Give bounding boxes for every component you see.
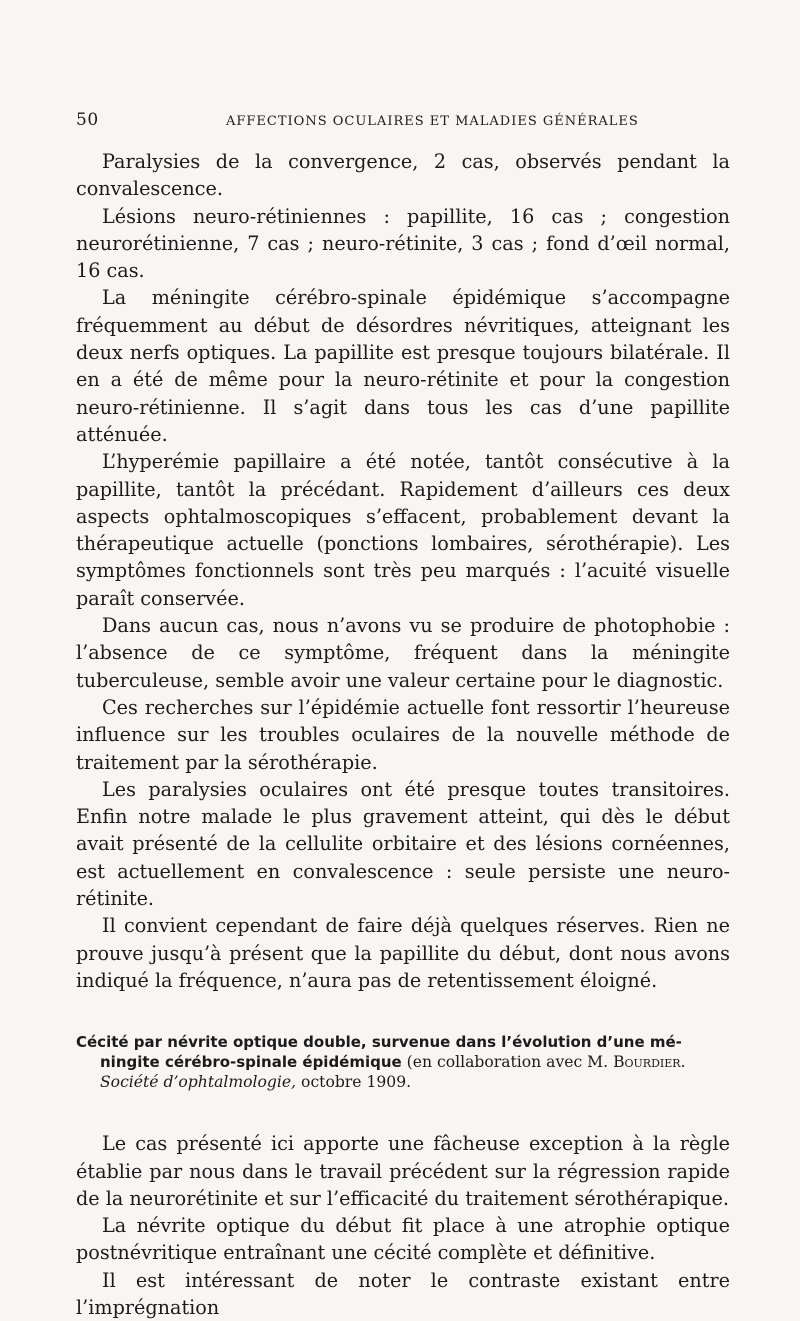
paragraph: La méningite cérébro-spinale épidémique s’accompagne fréquemment au début de désordres névritiques, atteignant les deux nerfs optiques. La papillite est presque toujours bilatérale. Il en a été de même pour la neuro-rétinite et pour la congestion neuro-rétinienne. Il s’agit dans tous les cas d’une papillite atténuée. <box>76 286 730 446</box>
page-number: 50 <box>76 110 99 130</box>
paragraph: Lésions neuro-rétiniennes : papillite, 16 cas ; congestion neurorétinienne, 7 cas ; neuro-rétinite, 3 cas ; fond d’œil normal, 16 cas. <box>76 204 730 283</box>
paragraph: Il convient cependant de faire déjà quelques réserves. Rien ne prouve jusqu’à présent que la papillite du début, dont nous avons indiqué la fréquence, n’aura pas de retentissement éloigné. <box>76 914 730 992</box>
running-title: AFFECTIONS OCULAIRES ET MALADIES GÉNÉRALES <box>226 114 639 129</box>
page <box>76 110 730 1321</box>
paragraph: Le cas présenté ici apporte une fâcheuse exception à la règle établie par nous dans le travail précédent sur la régression rapide de la neurorétinite et sur l’efficacité du traitement sérothérapique. <box>76 1132 730 1210</box>
paragraph: Il est intéressant de noter le contraste existant entre l’imprégnation <box>76 1268 730 1319</box>
paragraph: L’hyperémie papillaire a été notée, tantôt consécutive à la papillite, tantôt la précédant. Rapidement d’ailleurs ces deux aspects ophtalmoscopiques s’effacent, probablement devant la thérapeutique actuelle (ponctions lombaires, sérothérapie). Les symptômes fonctionnels sont très peu marqués : l’acuité visuelle paraît conservée. <box>76 450 730 610</box>
reference-date: octobre 1909. <box>296 1073 412 1092</box>
section-title-bold: ningite cérébro-spinale épidémique <box>100 1053 402 1072</box>
collaboration-note: (en collaboration avec M. <box>401 1053 614 1072</box>
section-reference <box>76 1072 730 1092</box>
paragraph: Dans aucun cas, nous n’avons vu se produire de photophobie : l’absence de ce symptôme, fréquent dans la méningite tuberculeuse, semble avoir une valeur certaine pour le diagnostic. <box>76 614 730 692</box>
collaborator-name: Bourdier <box>613 1053 681 1072</box>
reference-journal: Société d’ophtalmologie, <box>100 1073 297 1092</box>
paragraph: La névrite optique du début fit place à une atrophie optique postnévritique entraînant une cécité complète et définitive. <box>76 1214 730 1265</box>
collaboration-end: . <box>680 1053 686 1072</box>
section-title-line-1: Cécité par névrite optique double, survenue dans l’évolution d’une mé- <box>76 1033 682 1052</box>
paragraph: Paralysies de la convergence, 2 cas, observés pendant la convalescence. <box>76 150 730 201</box>
paragraph: Les paralysies oculaires ont été presque toutes transitoires. Enfin notre malade le plus gravement atteint, qui dès le début avait présenté de la cellulite orbitaire et des lésions cornéennes, est actuellement en convalescence : seule persiste une neuro-rétinite. <box>76 777 730 911</box>
page-header <box>76 110 730 130</box>
paragraph: Ces recherches sur l’épidémie actuelle font ressortir l’heureuse influence sur les troubles oculaires de la nouvelle méthode de traitement par la sérothérapie. <box>76 695 730 774</box>
section-title-line-2 <box>76 1052 730 1072</box>
section-heading <box>76 1032 730 1092</box>
